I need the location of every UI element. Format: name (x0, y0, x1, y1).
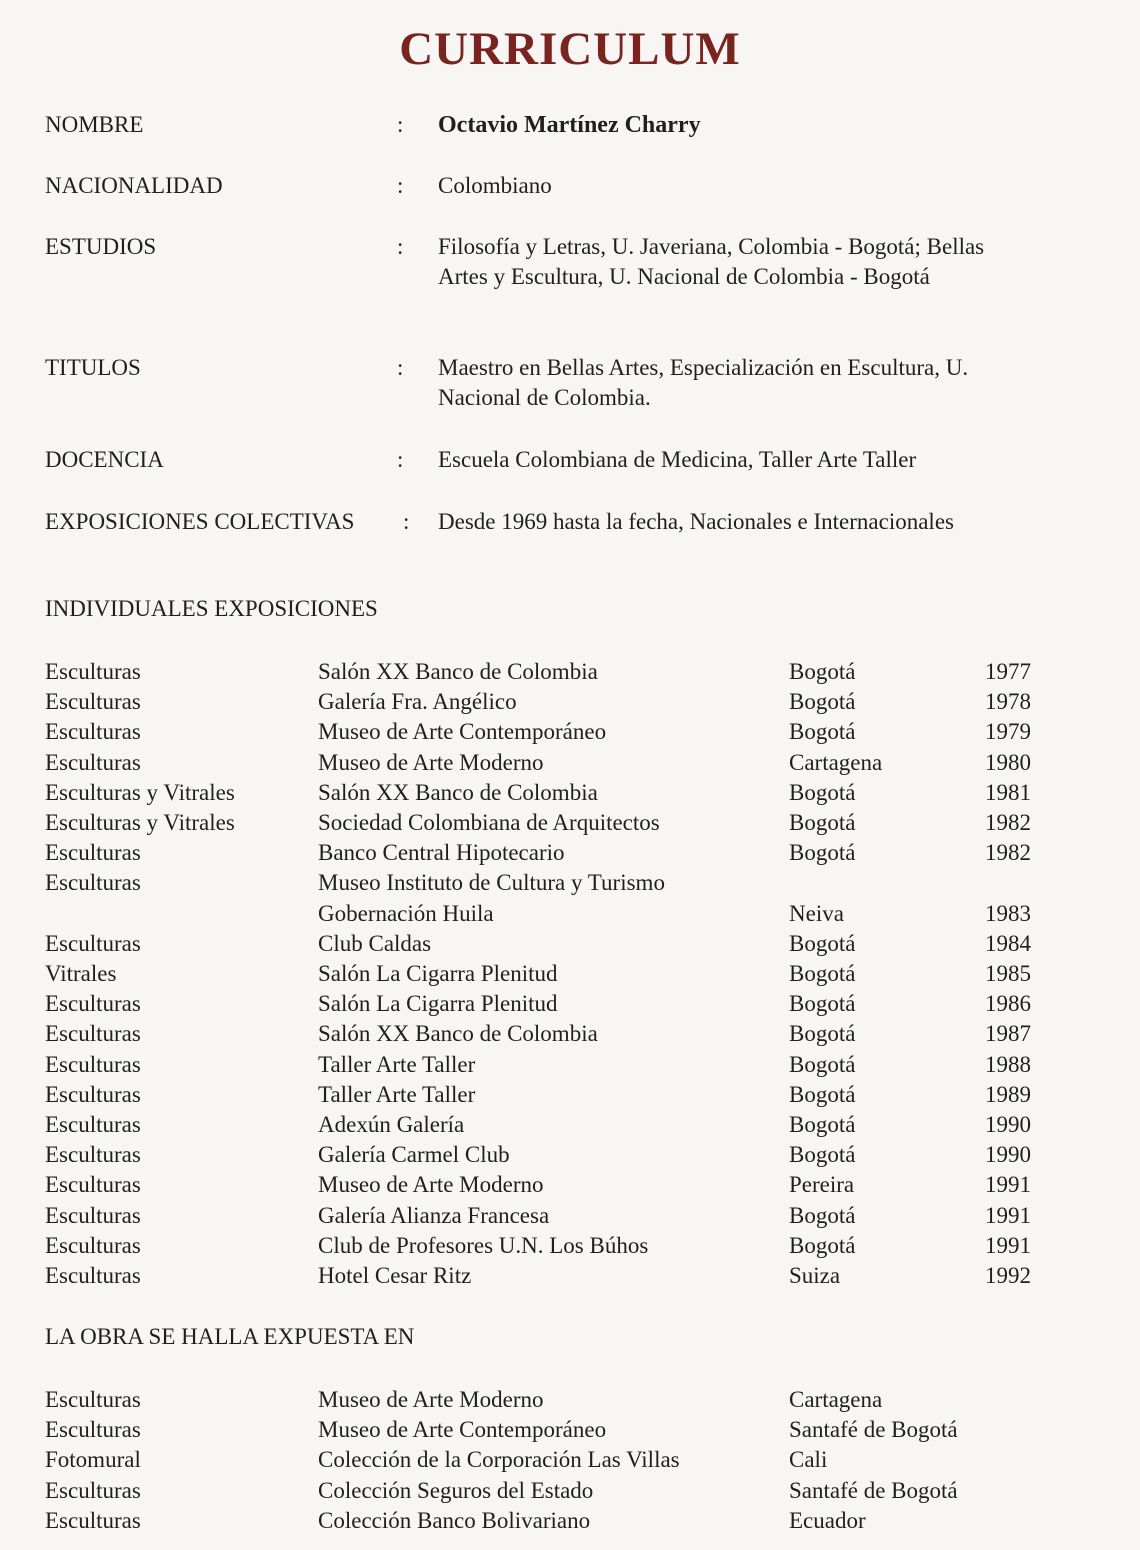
city-cell: Cali (789, 1447, 828, 1473)
table-row (45, 1445, 1045, 1475)
city-cell: Bogotá (789, 961, 856, 986)
venue-cell: Colección Seguros del Estado (318, 1477, 594, 1503)
table-row (45, 868, 1045, 898)
year-cell: 1990 (985, 1142, 1031, 1168)
city-cell: Bogotá (789, 1021, 856, 1047)
obra-heading: LA OBRA SE HALLA EXPUESTA EN (45, 1324, 415, 1349)
venue-cell: Salón La Cigarra Plenitud (318, 991, 558, 1017)
table-row (45, 989, 1045, 1019)
table-row (45, 929, 1045, 959)
city-cell: Bogotá (789, 659, 856, 684)
city-cell: Bogotá (789, 1232, 856, 1258)
field-value: Filosofía y Letras, U. Javeriana, Colombia - Bogotá; Bellas Artes y Escultura, U. Nacional de Colombia - Bogotá (438, 234, 985, 289)
year-cell: 1990 (985, 1112, 1031, 1137)
field-colon: : (397, 173, 404, 198)
year-cell: 1981 (985, 779, 1031, 805)
year-cell: 1977 (985, 659, 1031, 684)
table-row (45, 1506, 1045, 1536)
table-row (45, 657, 1045, 687)
city-cell: Santafé de Bogotá (789, 1477, 958, 1503)
city-cell: Neiva (789, 900, 844, 926)
venue-cell: Museo de Arte Moderno (318, 1172, 544, 1198)
city-cell: Cartagena (789, 749, 883, 775)
year-cell: 1989 (985, 1081, 1031, 1107)
table-row (45, 1385, 1045, 1415)
type-cell: Esculturas y Vitrales (45, 779, 235, 805)
type-cell: Esculturas (45, 1387, 141, 1412)
table-row (45, 1110, 1045, 1140)
city-cell: Bogotá (789, 779, 856, 805)
type-cell: Esculturas (45, 1417, 141, 1443)
table-row (45, 748, 1045, 778)
type-cell: Esculturas (45, 870, 141, 896)
field-label: ESTUDIOS (45, 234, 157, 259)
venue-cell: Club de Profesores U.N. Los Búhos (318, 1232, 649, 1258)
year-cell: 1985 (985, 961, 1031, 986)
table-row (45, 1050, 1045, 1080)
type-cell: Esculturas (45, 840, 141, 866)
year-cell: 1991 (985, 1202, 1031, 1228)
city-cell: Bogotá (789, 991, 856, 1017)
venue-cell: Colección Banco Bolivariano (318, 1507, 591, 1533)
venue-cell: Museo de Arte Moderno (318, 749, 544, 775)
venue-cell: Colección de la Corporación Las Villas (318, 1447, 680, 1473)
venue-cell: Gobernación Huila (318, 900, 494, 926)
table-row (45, 838, 1045, 868)
city-cell: Bogotá (789, 810, 856, 835)
type-cell: Esculturas (45, 1081, 141, 1107)
year-cell: 1991 (985, 1172, 1031, 1198)
city-cell: Ecuador (789, 1507, 866, 1533)
type-cell: Fotomural (45, 1447, 141, 1473)
city-cell: Bogotá (789, 1081, 856, 1107)
year-cell: 1988 (985, 1051, 1031, 1077)
year-cell: 1980 (985, 749, 1031, 775)
venue-cell: Museo de Arte Contemporáneo (318, 719, 607, 745)
field-label: NOMBRE (45, 112, 144, 137)
venue-cell: Sociedad Colombiana de Arquitectos (318, 810, 660, 835)
year-cell: 1983 (985, 900, 1031, 926)
page-title: CURRICULUM (399, 23, 741, 75)
venue-cell: Salón XX Banco de Colombia (318, 1021, 598, 1047)
year-cell: 1982 (985, 840, 1031, 866)
city-cell: Bogotá (789, 719, 856, 745)
venue-cell: Museo de Arte Moderno (318, 1387, 544, 1412)
venue-cell: Hotel Cesar Ritz (318, 1263, 472, 1288)
table-row (45, 1080, 1045, 1110)
venue-cell: Club Caldas (318, 930, 432, 956)
table-row (45, 1170, 1045, 1200)
field-label: DOCENCIA (45, 447, 164, 472)
city-cell: Bogotá (789, 840, 856, 866)
venue-cell: Banco Central Hipotecario (318, 840, 565, 866)
venue-cell: Salón XX Banco de Colombia (318, 659, 598, 684)
type-cell: Esculturas (45, 749, 141, 775)
year-cell: 1992 (985, 1263, 1031, 1288)
table-row (45, 1415, 1045, 1445)
venue-cell: Taller Arte Taller (318, 1081, 476, 1107)
type-cell: Esculturas (45, 991, 141, 1017)
venue-cell: Galería Alianza Francesa (318, 1202, 550, 1228)
type-cell: Esculturas y Vitrales (45, 810, 235, 835)
city-cell: Bogotá (789, 930, 856, 956)
table-row (45, 1201, 1045, 1231)
table-row (45, 717, 1045, 747)
type-cell: Esculturas (45, 1477, 141, 1503)
type-cell: Esculturas (45, 1232, 141, 1258)
type-cell: Esculturas (45, 689, 141, 715)
field-value: Escuela Colombiana de Medicina, Taller Arte Taller (438, 447, 917, 472)
field-colon: : (397, 355, 404, 380)
type-cell: Esculturas (45, 1507, 141, 1533)
venue-cell: Taller Arte Taller (318, 1051, 476, 1077)
type-cell: Esculturas (45, 719, 141, 745)
table-row (45, 1231, 1045, 1261)
city-cell: Bogotá (789, 1051, 856, 1077)
field-value: Colombiano (438, 173, 552, 198)
table-row (45, 899, 1045, 929)
venue-cell: Galería Fra. Angélico (318, 689, 517, 715)
city-cell: Santafé de Bogotá (789, 1417, 958, 1443)
city-cell: Bogotá (789, 689, 856, 715)
type-cell: Esculturas (45, 930, 141, 956)
type-cell: Esculturas (45, 1112, 141, 1137)
field-colon: : (403, 509, 410, 534)
city-cell: Bogotá (789, 1202, 856, 1228)
venue-cell: Museo de Arte Contemporáneo (318, 1417, 607, 1443)
city-cell: Bogotá (789, 1112, 856, 1137)
field-label: EXPOSICIONES COLECTIVAS (45, 509, 355, 534)
type-cell: Esculturas (45, 1021, 141, 1047)
table-row (45, 808, 1045, 838)
type-cell: Esculturas (45, 1142, 141, 1168)
table-row (45, 687, 1045, 717)
city-cell: Bogotá (789, 1142, 856, 1168)
field-colon: : (397, 447, 404, 472)
field-value: Desde 1969 hasta la fecha, Nacionales e Internacionales (438, 509, 954, 534)
field-label: NACIONALIDAD (45, 173, 223, 198)
year-cell: 1986 (985, 991, 1031, 1017)
venue-cell: Adexún Galería (318, 1112, 465, 1137)
individuales-heading: INDIVIDUALES EXPOSICIONES (45, 596, 378, 621)
type-cell: Esculturas (45, 1263, 141, 1288)
type-cell: Esculturas (45, 1172, 141, 1198)
venue-cell: Museo Instituto de Cultura y Turismo (318, 870, 665, 896)
table-row (45, 1261, 1045, 1291)
table-row (45, 778, 1045, 808)
table-row (45, 1019, 1045, 1049)
field-value: Maestro en Bellas Artes, Especialización en Escultura, U. Nacional de Colombia. (438, 355, 969, 410)
field-colon: : (397, 234, 404, 259)
city-cell: Cartagena (789, 1387, 883, 1412)
field-label: TITULOS (45, 355, 141, 380)
year-cell: 1987 (985, 1021, 1031, 1047)
table-row (45, 959, 1045, 989)
table-row (45, 1140, 1045, 1170)
type-cell: Vitrales (45, 961, 117, 986)
venue-cell: Salón La Cigarra Plenitud (318, 961, 558, 986)
year-cell: 1982 (985, 810, 1031, 835)
venue-cell: Salón XX Banco de Colombia (318, 779, 598, 805)
year-cell: 1984 (985, 930, 1031, 956)
type-cell: Esculturas (45, 659, 141, 684)
city-cell: Pereira (789, 1172, 855, 1198)
field-colon: : (397, 112, 404, 137)
year-cell: 1979 (985, 719, 1031, 745)
type-cell: Esculturas (45, 1051, 141, 1077)
year-cell: 1991 (985, 1232, 1031, 1258)
city-cell: Suiza (789, 1263, 841, 1288)
type-cell: Esculturas (45, 1202, 141, 1228)
venue-cell: Galería Carmel Club (318, 1142, 510, 1168)
field-value: Octavio Martínez Charry (438, 112, 701, 138)
year-cell: 1978 (985, 689, 1031, 715)
table-row (45, 1476, 1045, 1506)
